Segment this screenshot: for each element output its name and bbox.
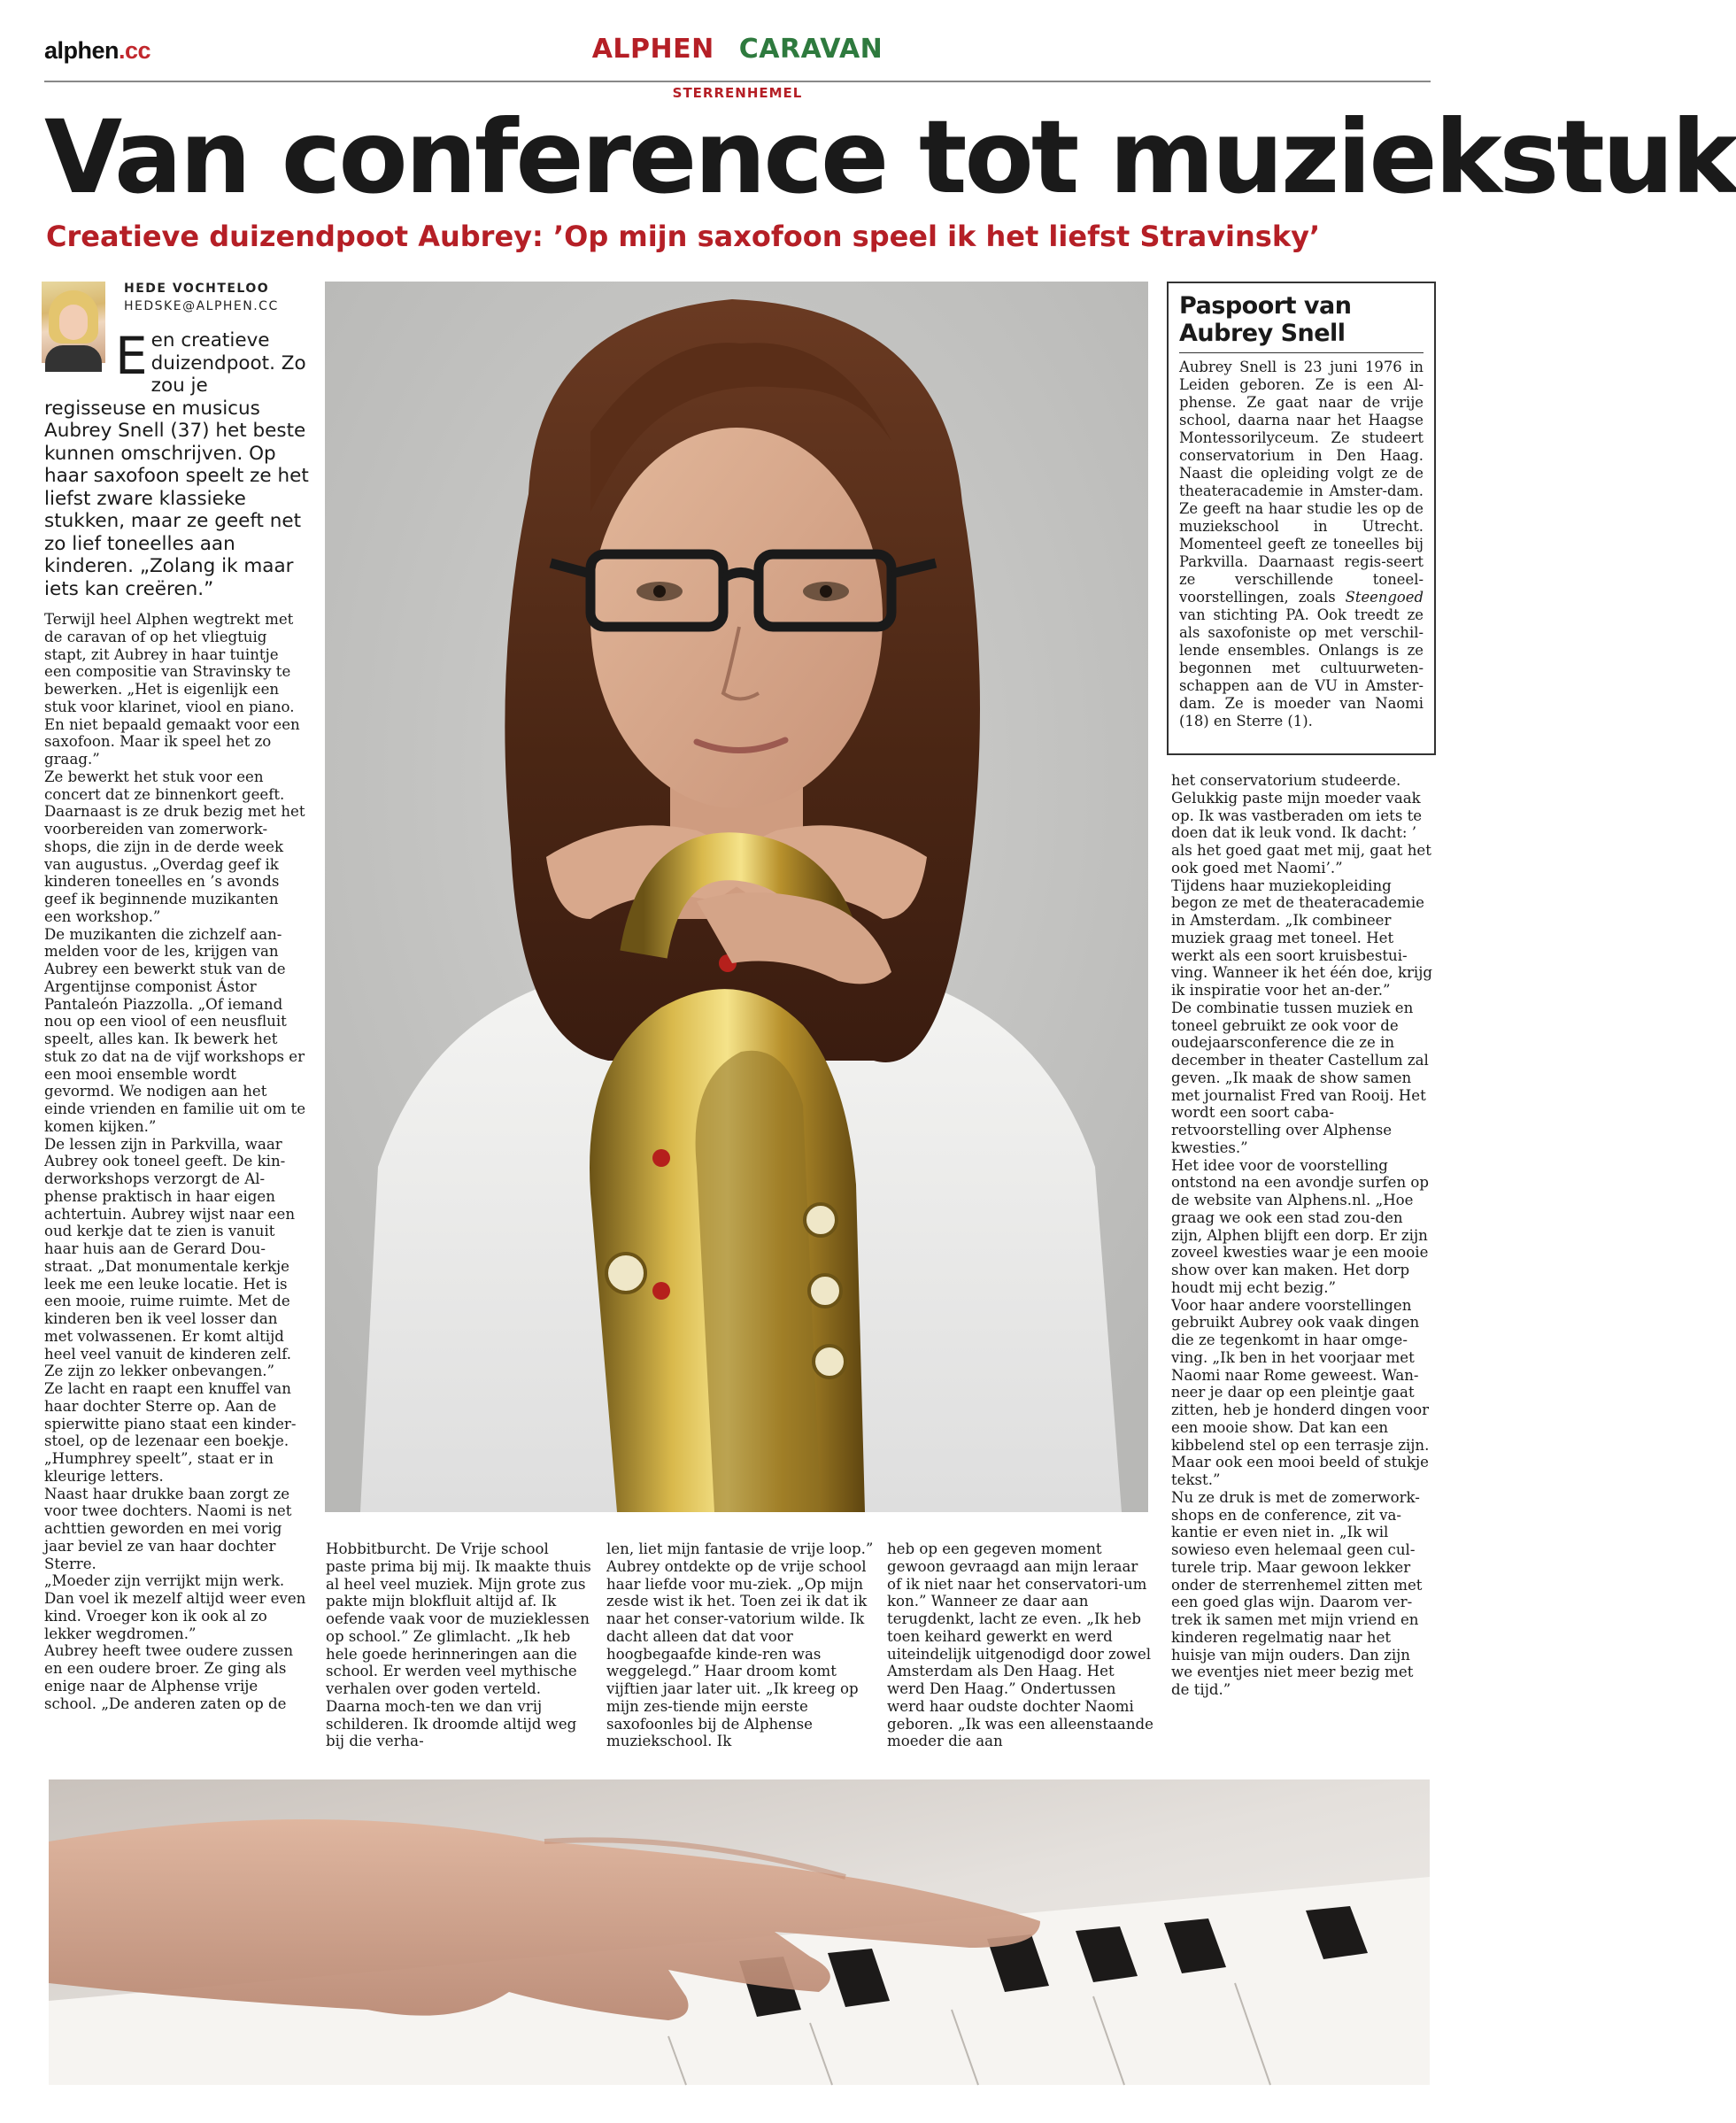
main-photo [325,282,1148,1512]
body-column-right [1171,772,1433,1699]
intro-text: en creatieve duizendpoot. Zo zou je regisseuse en musicus Aubrey Snell (37) het beste kunnen omschrijven. Op haar saxofoon speelt ze het liefst zware klassieke stukken, maar ze geeft net zo lief toneelles aan kinderen. „Zolang ik maar iets kan creëren.” [44,329,309,600]
header-rule [44,81,1431,82]
body-column-left [44,611,310,1712]
subheadline: Creatieve duizendpoot Aubrey: ’Op mijn saxofoon speel ik het liefst Stravinsky’ [46,220,1321,253]
paragraph: Naast haar drukke baan zorgt ze voor twee dochters. Naomi is net achttien geworden en mei vorig jaar beviel ze van haar dochter Sterre. [44,1485,292,1572]
paspoort-box [1167,282,1436,755]
paspoort-text [1179,359,1424,730]
piano-photo [49,1779,1430,2085]
logo-tld: .cc [119,37,151,64]
paspoort-text-italic: Steengoed [1345,589,1424,606]
paragraph: Nu ze druk is met de zomerwork-shops en de conference, zit va-kantie er even niet in. „Ik wil sowieso even helemaal geen cul-turele trip. Maar gewoon lekker onder de sterrenhemel zitten met een goed glas wijn. Daarom ver-trek ik samen met mijn vriend en kinderen regelmatig naar het huisje van mijn ouders. Dan zijn we eventjes niet meer bezig met de tijd.” [1171,1488,1423,1698]
section-caravan: CARAVAN [738,34,883,65]
intro-dropcap: E [115,326,148,386]
author-email: HEDSKE@ALPHEN.CC [124,299,279,313]
paragraph: De muzikanten die zichzelf aan-melden voor de les, krijgen van Aubrey een bewerkt stuk van de Argentijnse componist Ástor Pantaleón Piazzolla. „Of iemand nou op een viool of een neusfluit speelt, alles kan. Ik bewerk het stuk zo dat na de vijf workshops er een mooi ensemble wordt gevormd. We nodigen aan het einde vrienden en familie uit om te komen kijken.” [44,925,306,1135]
section-alphen: ALPHEN [591,34,714,65]
paragraph: heb op een gegeven moment gewoon gevraagd aan mijn leraar of ik niet naar het conservatori-um kon.” Wanneer ze daar aan terugdenkt, lacht ze even. „Ik heb toen keihard gewerkt en werd uiteindelijk uitgenodigd door zowel Amsterdam als Den Haag. Het werd Den Haag.” Ondertussen werd haar oudste dochter Naomi geboren. „Ik was een alleenstaande moeder die aan [887,1540,1153,1750]
headline: Van conference tot muziekstuk [44,98,1736,216]
paragraph: Het idee voor de voorstelling ontstond na een avondje surfen op de website van Alphens.nl. „Hoe graag we ook een stad zou-den zijn, Alphen blijft een dorp. Er zijn zoveel kwesties waar je een mooie show over kan maken. Het dorp houdt mij echt bezig.” [1171,1156,1430,1296]
paragraph: Ze bewerkt het stuk voor een concert dat ze binnenkort geeft. Daarnaast is ze druk bezig met het voorbereiden van zomerwork-shops, die zijn in de derde week van augustus. „Overdag geef ik kinderen toneelles en ’s avonds geef ik beginnende muzikanten een workshop.” [44,768,305,925]
body-column-bottom-1 [326,1540,593,1750]
paspoort-text-a: Aubrey Snell is 23 juni 1976 in Leiden geboren. Ze is een Al-phense. Ze gaat naar de vrije school, daarna naar het Haagse Montessorilyceum. Ze studeert conservatorium in Den Haag. Naast die opleiding volgt ze de theateracademie in Amster-dam. Ze geeft na haar studie les op de muziekschool in Utrecht. Momenteel geeft ze toneelles bij Parkvilla. Daarnaast regis-seert ze verschillende toneel-voorstellingen, zoals [1179,359,1424,606]
paspoort-rule [1179,352,1424,353]
body-column-bottom-2 [606,1540,874,1750]
paspoort-text-b: van stichting PA. Ook treedt ze als saxofoniste op met verschil-lende ensembles. Onlangs is ze begonnen met cultuurweten-schappen aan de VU in Amster-dam. Ze is moeder van Naomi (18) en Sterre (1). [1179,606,1424,730]
logo-name: alphen [44,37,120,64]
author-name: HEDE VOCHTELOO [124,282,270,296]
paragraph: Voor haar andere voorstellingen gebruikt Aubrey ook vaak dingen die ze tegenkomt in haar omge-ving. „Ik ben in het voorjaar met Naomi naar Rome geweest. Wan-neer je daar op een pleintje gaat zitten, heb je honderd dingen voor een mooie show. Dat kan een kibbelend stel op een terrasje zijn. Maar ook een mooi beeld of stukje tekst.” [1171,1296,1430,1488]
paragraph: Aubrey heeft twee oudere zussen en een oudere broer. Ze ging als enige naar de Alphense vrije school. „De anderen zaten op de [44,1642,294,1712]
section-heading [0,34,1475,65]
section-label: STERRENHEMEL [672,85,803,101]
paspoort-title: Paspoort van Aubrey Snell [1179,292,1352,347]
paragraph: Hobbitburcht. De Vrije school paste prima bij mij. Ik maakte thuis al heel veel muziek. Mijn grote zus pakte mijn blokfluit altijd af. Ik oefende vaak voor de muzieklessen op school.” Ze glimlacht. „Ik heb hele goede herinneringen aan die school. Er werden veel mythische verhalen over goden verteld. Daarna moch-ten we dan vrij schilderen. Ik droomde altijd weg bij die verha- [326,1540,591,1750]
paragraph: het conservatorium studeerde. Gelukkig paste mijn moeder vaak op. Ik was vastberaden om iets te doen dat ik leuk vond. Ik dacht: ’ als het goed gaat met mij, gaat het ook goed met Naomi’.” [1171,772,1431,876]
paragraph: Ze lacht en raapt een knuffel van haar dochter Sterre op. Aan de spierwitte piano staat een kinder-stoel, op de lezenaar een boekje. „Humphrey speelt”, staat er in kleurige letters. [44,1380,297,1485]
article-intro [44,326,310,600]
paragraph: Tijdens haar muziekopleiding begon ze met de theateracademie in Amsterdam. „Ik combineer muziek graag met toneel. Het werkt als een soort kruisbestui-ving. Wanneer ik het één doe, krijg ik inspiratie voor het an-der.” [1171,876,1433,999]
paragraph: len, liet mijn fantasie de vrije loop.” Aubrey ontdekte op de vrije school haar liefde voor mu-ziek. „Op mijn zesde wist ik het. Toen zei ik dat ik naar het conser-vatorium wilde. Ik dacht alleen dat dat voor hoogbegaafde kinde-ren was weggelegd.” Haar droom komt vijftien jaar later uit. „Ik kreeg op mijn zes-tiende mijn eerste saxofoonles bij de Alphense muziekschool. Ik [606,1540,874,1750]
body-column-bottom-3 [887,1540,1154,1750]
paragraph: De combinatie tussen muziek en toneel gebruikt ze ook voor de oudejaarsconference die ze in december in theater Castellum zal geven. „Ik maak de show samen met journalist Fred van Rooij. Het wordt een soort caba-retvoorstelling over Alphense kwesties.” [1171,999,1429,1156]
paragraph: „Moeder zijn verrijkt mijn werk. Dan voel ik mezelf altijd weer even kind. Vroeger kon ik ook al zo lekker wegdromen.” [44,1572,306,1642]
paragraph: De lessen zijn in Parkvilla, waar Aubrey ook toneel geeft. De kin-derworkshops verzorgt de Al-phense praktisch in haar eigen achtertuin. Aubrey wijst naar een oud kerkje dat te zien is vanuit haar huis aan de Gerard Dou-straat. „Dat monumentale kerkje leek me een leuke locatie. Het is een mooie, ruime ruimte. Met de kinderen ben ik veel losser dan met volwassenen. Er komt altijd heel veel vanuit de kinderen zelf. Ze zijn zo lekker onbevangen.” [44,1135,296,1380]
paragraph: Terwijl heel Alphen wegtrekt met de caravan of op het vliegtuig stapt, zit Aubrey in haar tuintje een compositie van Stravinsky te bewerken. „Het is eigenlijk een stuk voor klarinet, viool en piano. En niet bepaald gemaakt voor een saxofoon. Maar ik speel het zo graag.” [44,611,300,768]
